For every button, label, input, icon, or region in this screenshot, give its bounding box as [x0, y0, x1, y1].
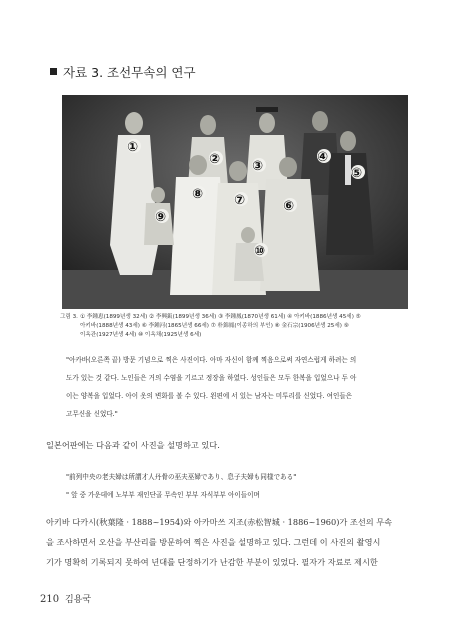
page-number: 210	[40, 594, 60, 605]
section-title	[50, 63, 196, 81]
section-title-text: 자료 3. 조선무속의 연구	[63, 65, 196, 80]
square-bullet-icon	[50, 68, 57, 75]
marker-5: ⑤	[351, 166, 363, 181]
body-line-2: 을 조사하면서 오산을 부산리를 방문하여 찍은 사진을 설명하고 있다. 그런데 이 사진의 촬영시	[46, 537, 381, 547]
quote1-line-3: 이는 양복을 입었다. 아이 옷의 변화를 볼 수 있다. 왼편에 서 있는 남자는 미투리를 신었다. 여인들은	[66, 392, 353, 400]
marker-7: ⑦	[234, 193, 246, 208]
caption-line-1: ① 李鍾恵(1899년생 32세) ② 李興鈑(1899년생 36세) ③ 李鍾鳳(1870년생 61세) ④ 아키바(1886년생 45세) ⑤	[80, 314, 361, 320]
marker-4: ④	[317, 150, 329, 165]
quote1-line-1: "아카바(오른쪽 끝) 방문 기념으로 찍은 사진이다. 아마 자신이 함께 찍음으로써 자연스럽게 하려는 의	[66, 356, 357, 364]
marker-2: ②	[209, 152, 221, 167]
author-name: 김용국	[64, 595, 92, 605]
quote2-line-1: "前列中央の老夫婦は所謂才人丹骨の巫夫巫婦であり、息子夫婦も同様である"	[66, 473, 297, 481]
quote2-line-2: " 앞 중 가운데에 노부부 재인단골 무속인 부부 자식부부 아이들이며	[66, 491, 260, 499]
caption-label: 그림 3.	[60, 314, 78, 320]
marker-10: ⑩	[254, 244, 266, 259]
body-line-3: 기가 명확히 기록되지 못하여 년대를 단정하기가 난감한 부분이 있었다. 필자가 자료로 제시한	[46, 557, 378, 567]
body-line-1: 아키바 다카시(秋葉隆 · 1888~1954)와 아카마쓰 지조(赤松智城 · 1886~1960)가 조선의 무속	[46, 517, 393, 527]
caption-line-3: 이옥관(1927년생 4세) ⑩ 이옥채(1925년생 6세)	[80, 332, 202, 338]
marker-6: ⑥	[283, 199, 295, 214]
historical-group-photo	[62, 95, 408, 309]
marker-9: ⑨	[155, 210, 167, 225]
caption-line-2: 아키바(1888년생 43세) ⑥ 李鍾河(1865년생 66세) ⑦ 朴錦鳳(이종하의 부인) ⑧ 金石宗(1906년생 25세) ⑨	[80, 323, 349, 329]
quote1-line-4: 고무신을 신었다."	[66, 410, 118, 418]
photo-illustration	[62, 95, 408, 309]
marker-8: ⑧	[192, 187, 204, 202]
page-footer	[40, 592, 91, 605]
marker-3: ③	[252, 159, 264, 174]
paragraph-intro: 일본어판에는 다음과 같이 사진을 설명하고 있다.	[46, 440, 220, 450]
marker-1: ①	[127, 140, 139, 155]
quote1-line-2: 도가 있는 것 같다. 노인들은 거의 수염을 기르고 정장을 하였다. 성인들은 모두 한복을 입었으나 두 아	[66, 374, 357, 382]
